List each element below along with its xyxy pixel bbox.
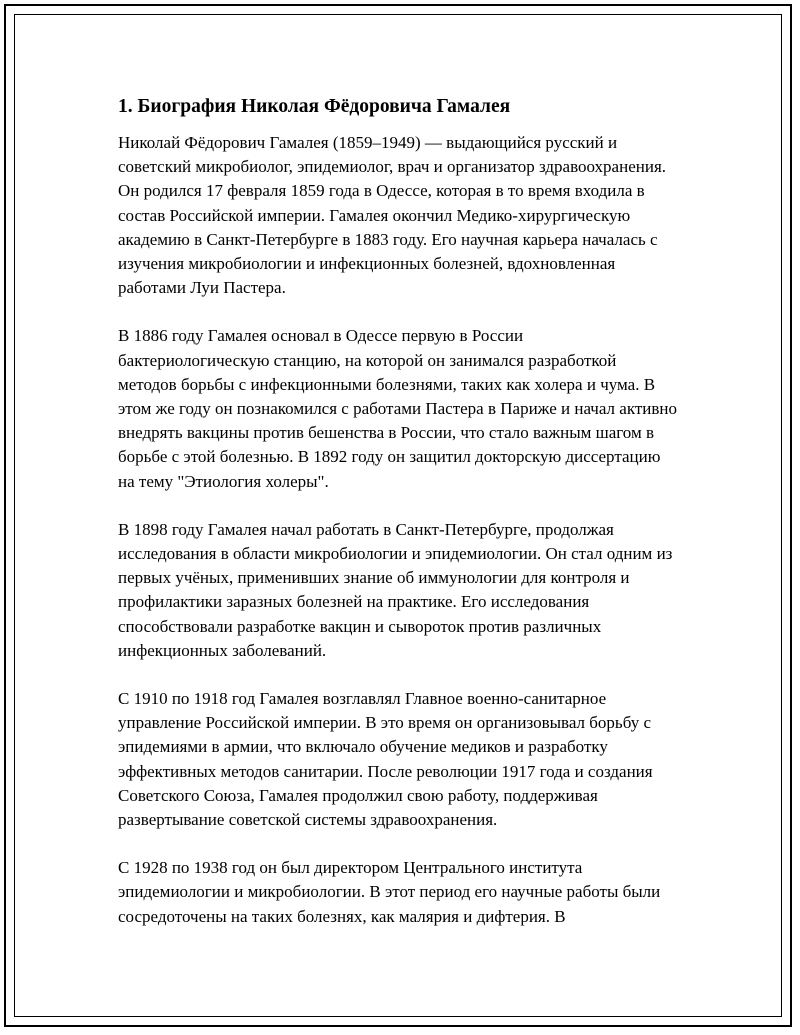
paragraph-saint-petersburg: В 1898 году Гамалея начал работать в Санкт-Петербурге, продолжая исследования в области микробиологии и эпидемиологии. Он стал одним из первых учёных, применивших знание об иммунологии для контроля и профилактики заразных болезней на практике. Его исследования способствовали разработке вакцин и сывороток против различных инфекционных заболеваний. — [118, 519, 673, 660]
paragraph-early-life: Николай Фёдорович Гамалея (1859–1949) — выдающийся русский и советский микробиолог, эпидемиолог, врач и организатор здравоохранения. Он родился 17 февраля 1859 года в Одессе, которая в то время входила в состав Российской империи. Гамалея окончил Медико-хирургическую академию в Санкт-Петербурге в 1883 году. Его научная карьера началась с изучения микробиологии и инфекционных болезней, вдохновленная работами Луи Пастера. — [118, 133, 667, 298]
document-content — [118, 94, 678, 953]
paragraph-odessa-station: В 1886 году Гамалея основал в Одессе первую в России бактериологическую станцию, на которой он занимался разработкой методов борьбы с инфекционными болезнями, таких как холера и чума. В этом же году он познакомился с работами Пастера в Париже и начал активно внедрять вакцины против бешенства в России, что стало важным шагом в борьбе с этой болезнью. В 1892 году он защитил докторскую диссертацию на тему "Этиология холеры". — [118, 326, 678, 491]
paragraph-military-sanitary: С 1910 по 1918 год Гамалея возглавлял Главное военно-санитарное управление Российской империи. В это время он организовывал борьбу с эпидемиями в армии, что включало обучение медиков и разработку эффективных методов санитарии. После революции 1917 года и создания Советского Союза, Гамалея продолжил свою работу, поддерживая развертывание советской системы здравоохранения. — [118, 689, 653, 830]
section-heading: 1. Биография Николая Фёдоровича Гамалея — [118, 96, 511, 117]
paragraph-central-institute: С 1928 по 1938 год он был директором Центрального института эпидемиологии и микробиологии. В этот период его научные работы были сосредоточены на таких болезнях, как малярия и дифтерия. В — [118, 858, 661, 926]
document-page — [4, 4, 792, 1027]
